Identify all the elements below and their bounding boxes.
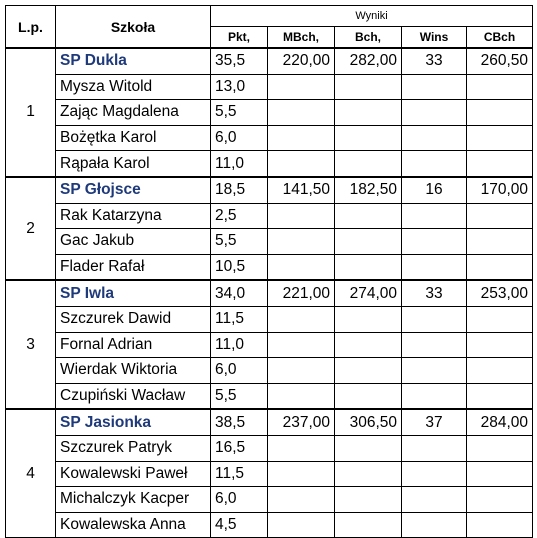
empty-cell <box>335 203 402 229</box>
player-name: Mysza Witold <box>56 74 211 100</box>
player-row <box>6 461 533 487</box>
empty-cell <box>402 125 467 151</box>
header-school: Szkoła <box>56 6 211 49</box>
header-cbch: CBch <box>467 27 533 49</box>
team-pkt: 35,5 <box>211 48 268 74</box>
team-wins: 33 <box>402 280 467 306</box>
school-name: SP Jasionka <box>56 409 211 435</box>
team-pkt: 18,5 <box>211 177 268 203</box>
empty-cell <box>268 461 335 487</box>
empty-cell <box>335 100 402 126</box>
player-pkt: 4,5 <box>211 512 268 538</box>
player-row <box>6 512 533 538</box>
empty-cell <box>335 383 402 409</box>
empty-cell <box>402 254 467 280</box>
team-row <box>6 409 533 435</box>
empty-cell <box>335 332 402 358</box>
player-name: Rąpała Karol <box>56 151 211 177</box>
empty-cell <box>268 487 335 513</box>
player-row <box>6 383 533 409</box>
team-cbch: 170,00 <box>467 177 533 203</box>
player-pkt: 5,5 <box>211 383 268 409</box>
empty-cell <box>467 229 533 255</box>
empty-cell <box>268 332 335 358</box>
team-mbch: 141,50 <box>268 177 335 203</box>
team-cbch: 284,00 <box>467 409 533 435</box>
lp-cell: 1 <box>6 48 56 177</box>
header-bch: Bch, <box>335 27 402 49</box>
player-name: Fornal Adrian <box>56 332 211 358</box>
player-name: Flader Rafał <box>56 254 211 280</box>
player-pkt: 11,0 <box>211 332 268 358</box>
player-name: Czupiński Wacław <box>56 383 211 409</box>
player-row <box>6 203 533 229</box>
player-row <box>6 100 533 126</box>
empty-cell <box>335 74 402 100</box>
empty-cell <box>402 332 467 358</box>
empty-cell <box>402 435 467 461</box>
player-pkt: 5,5 <box>211 100 268 126</box>
player-pkt: 5,5 <box>211 229 268 255</box>
player-pkt: 11,5 <box>211 306 268 332</box>
empty-cell <box>335 254 402 280</box>
empty-cell <box>467 512 533 538</box>
empty-cell <box>268 306 335 332</box>
player-row <box>6 74 533 100</box>
results-table <box>5 5 533 538</box>
player-row <box>6 125 533 151</box>
team-row <box>6 48 533 74</box>
player-name: Szczurek Patryk <box>56 435 211 461</box>
empty-cell <box>467 100 533 126</box>
player-pkt: 6,0 <box>211 487 268 513</box>
lp-cell: 4 <box>6 409 56 537</box>
empty-cell <box>402 151 467 177</box>
school-name: SP Dukla <box>56 48 211 74</box>
empty-cell <box>335 151 402 177</box>
player-row <box>6 358 533 384</box>
empty-cell <box>467 383 533 409</box>
empty-cell <box>402 487 467 513</box>
team-mbch: 220,00 <box>268 48 335 74</box>
school-name: SP Iwla <box>56 280 211 306</box>
empty-cell <box>467 74 533 100</box>
empty-cell <box>402 100 467 126</box>
empty-cell <box>467 125 533 151</box>
team-wins: 37 <box>402 409 467 435</box>
empty-cell <box>467 254 533 280</box>
empty-cell <box>268 203 335 229</box>
player-name: Michalczyk Kacper <box>56 487 211 513</box>
player-row <box>6 254 533 280</box>
team-wins: 33 <box>402 48 467 74</box>
header-wins: Wins <box>402 27 467 49</box>
header-mbch: MBch, <box>268 27 335 49</box>
empty-cell <box>268 435 335 461</box>
team-wins: 16 <box>402 177 467 203</box>
player-name: Szczurek Dawid <box>56 306 211 332</box>
empty-cell <box>335 229 402 255</box>
empty-cell <box>268 100 335 126</box>
team-mbch: 221,00 <box>268 280 335 306</box>
lp-cell: 2 <box>6 177 56 280</box>
empty-cell <box>402 358 467 384</box>
empty-cell <box>402 461 467 487</box>
team-pkt: 34,0 <box>211 280 268 306</box>
player-pkt: 11,5 <box>211 461 268 487</box>
empty-cell <box>467 203 533 229</box>
player-row <box>6 306 533 332</box>
empty-cell <box>268 254 335 280</box>
empty-cell <box>335 358 402 384</box>
team-bch: 182,50 <box>335 177 402 203</box>
player-row <box>6 229 533 255</box>
player-row <box>6 487 533 513</box>
empty-cell <box>402 512 467 538</box>
team-row <box>6 280 533 306</box>
header-pkt: Pkt, <box>211 27 268 49</box>
empty-cell <box>268 358 335 384</box>
empty-cell <box>268 512 335 538</box>
empty-cell <box>268 125 335 151</box>
team-cbch: 260,50 <box>467 48 533 74</box>
lp-cell: 3 <box>6 280 56 409</box>
player-pkt: 11,0 <box>211 151 268 177</box>
empty-cell <box>467 487 533 513</box>
empty-cell <box>402 383 467 409</box>
empty-cell <box>467 461 533 487</box>
team-row <box>6 177 533 203</box>
player-row <box>6 435 533 461</box>
table-body <box>6 48 533 538</box>
empty-cell <box>335 461 402 487</box>
player-name: Rak Katarzyna <box>56 203 211 229</box>
team-bch: 282,00 <box>335 48 402 74</box>
team-pkt: 38,5 <box>211 409 268 435</box>
team-bch: 306,50 <box>335 409 402 435</box>
player-pkt: 6,0 <box>211 358 268 384</box>
empty-cell <box>402 229 467 255</box>
empty-cell <box>335 306 402 332</box>
player-name: Zając Magdalena <box>56 100 211 126</box>
table-header <box>6 6 533 49</box>
player-row <box>6 151 533 177</box>
player-name: Gac Jakub <box>56 229 211 255</box>
empty-cell <box>467 332 533 358</box>
empty-cell <box>335 435 402 461</box>
player-name: Bożętka Karol <box>56 125 211 151</box>
school-name: SP Głojsce <box>56 177 211 203</box>
player-pkt: 13,0 <box>211 74 268 100</box>
empty-cell <box>335 125 402 151</box>
empty-cell <box>268 383 335 409</box>
team-mbch: 237,00 <box>268 409 335 435</box>
team-bch: 274,00 <box>335 280 402 306</box>
player-pkt: 6,0 <box>211 125 268 151</box>
header-lp: L.p. <box>6 6 56 49</box>
player-name: Wierdak Wiktoria <box>56 358 211 384</box>
empty-cell <box>467 358 533 384</box>
player-pkt: 2,5 <box>211 203 268 229</box>
player-pkt: 10,5 <box>211 254 268 280</box>
empty-cell <box>335 512 402 538</box>
empty-cell <box>268 151 335 177</box>
team-cbch: 253,00 <box>467 280 533 306</box>
empty-cell <box>268 74 335 100</box>
player-name: Kowalewska Anna <box>56 512 211 538</box>
empty-cell <box>467 435 533 461</box>
player-row <box>6 332 533 358</box>
empty-cell <box>402 203 467 229</box>
empty-cell <box>402 74 467 100</box>
empty-cell <box>335 487 402 513</box>
player-name: Kowalewski Paweł <box>56 461 211 487</box>
header-wyniki: Wyniki <box>211 6 533 27</box>
empty-cell <box>402 306 467 332</box>
empty-cell <box>268 229 335 255</box>
player-pkt: 16,5 <box>211 435 268 461</box>
empty-cell <box>467 151 533 177</box>
empty-cell <box>467 306 533 332</box>
